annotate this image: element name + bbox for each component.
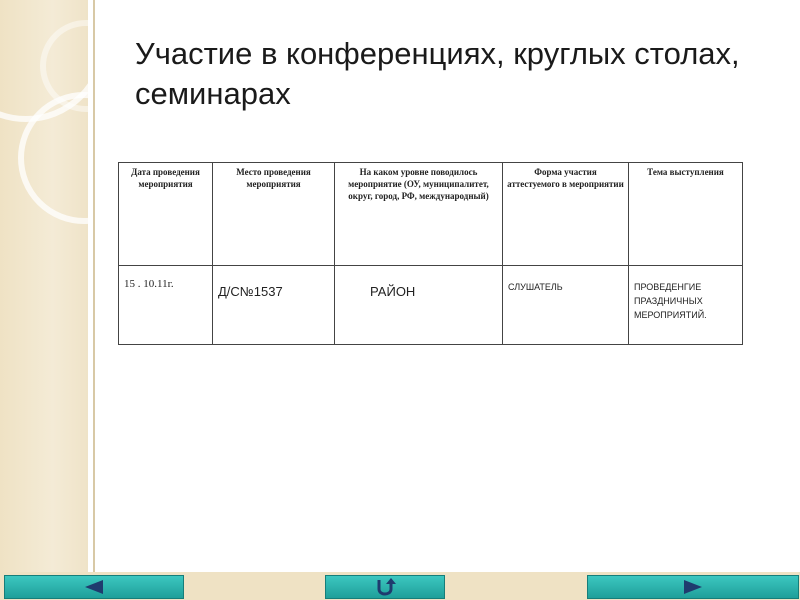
next-slide-button[interactable]	[587, 575, 799, 599]
decorative-side-band	[0, 0, 88, 600]
cell-level: РАЙОН	[335, 266, 503, 345]
header-topic: Тема выступления	[629, 163, 743, 266]
return-button[interactable]	[325, 575, 445, 599]
cell-topic: ПРОВЕДЕНГИЕ ПРАЗДНИЧНЫХ МЕРОПРИЯТИЙ.	[629, 266, 743, 345]
cell-participation-form: СЛУШАТЕЛЬ	[503, 266, 629, 345]
cell-place: Д/С№1537	[213, 266, 335, 345]
header-place: Место проведения мероприятия	[213, 163, 335, 266]
slide-title: Участие в конференциях, круглых столах, семинарах	[135, 36, 740, 111]
header-date: Дата проведения мероприятия	[119, 163, 213, 266]
table-row	[119, 266, 743, 345]
left-triangle-icon	[83, 579, 105, 595]
cell-date: 15 . 10.11г.	[119, 266, 213, 345]
return-arrow-icon	[374, 578, 396, 596]
events-table	[118, 162, 743, 345]
header-participation-form: Форма участия аттестуемого в мероприятии	[503, 163, 629, 266]
right-triangle-icon	[682, 579, 704, 595]
header-level: На каком уровне поводилось мероприятие (ОУ, муниципалитет, округ, город, РФ, международный)	[335, 163, 503, 266]
divider-line	[93, 0, 95, 572]
previous-slide-button[interactable]	[4, 575, 184, 599]
table-header-row	[119, 163, 743, 266]
